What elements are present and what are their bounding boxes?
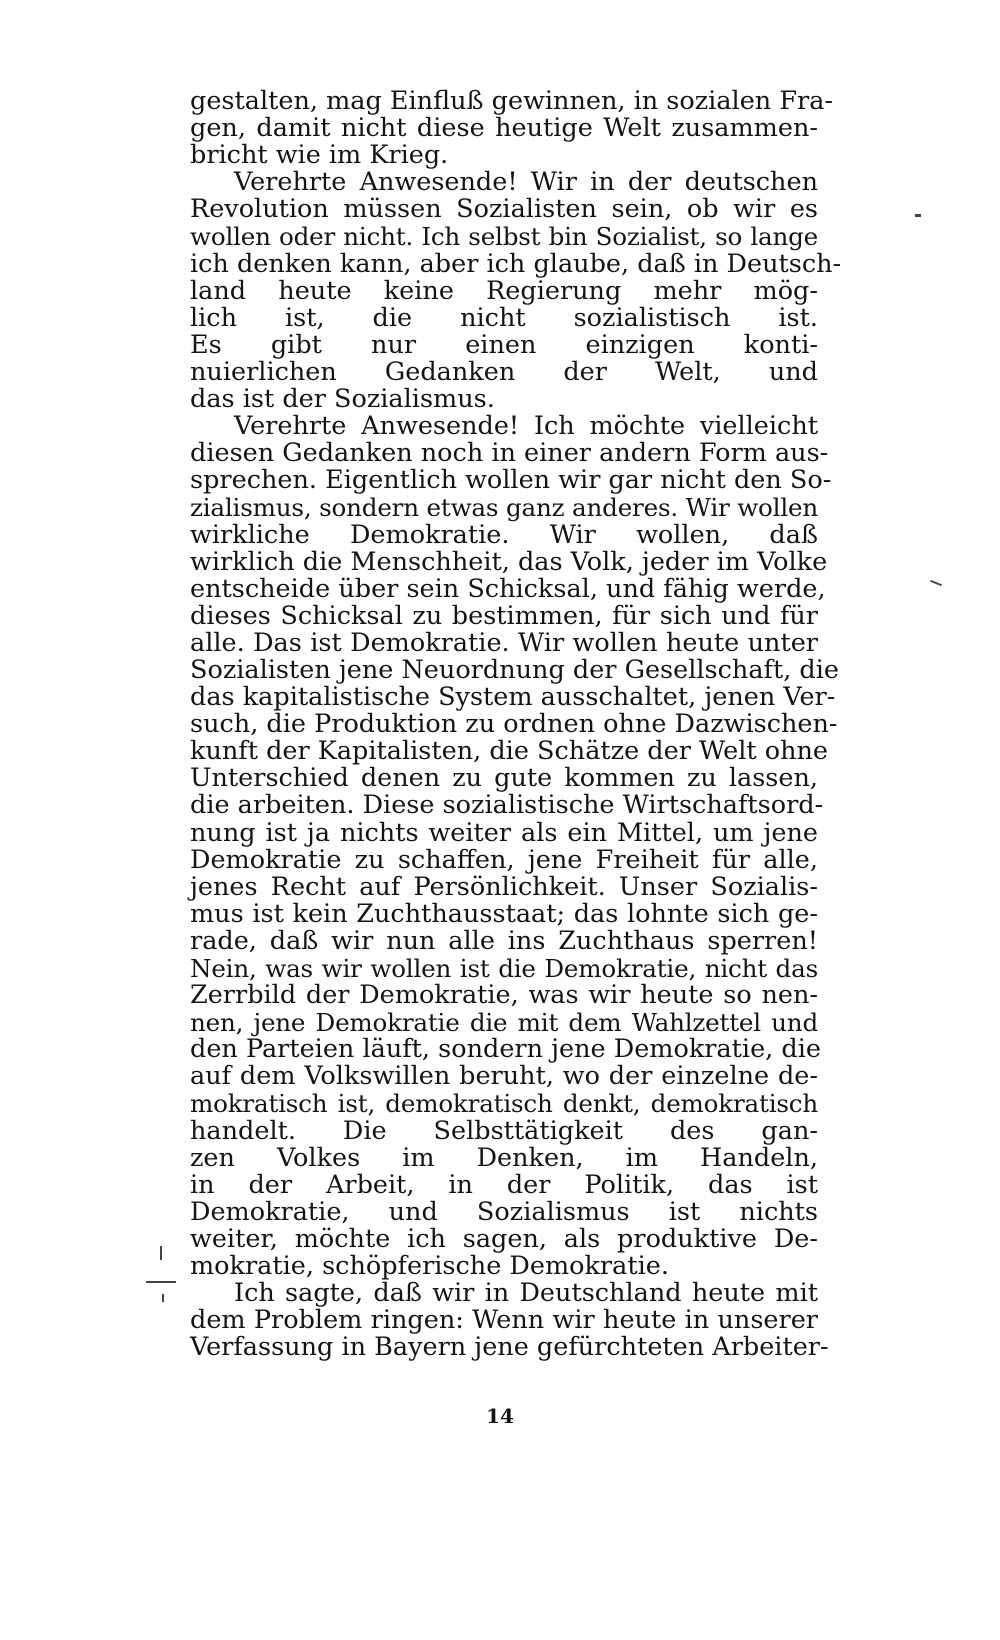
text-line: diesen Gedanken noch in einer andern Form aus- [190, 438, 829, 469]
text-line: dem Problem ringen: Wenn wir heute in unserer [190, 1305, 818, 1336]
text-line: mokratie, schöpferische Demokratie. [190, 1251, 669, 1282]
text-line: das ist der Sozialismus. [190, 384, 495, 415]
text-line: mokratisch ist, demokratisch denkt, demokratisch [190, 1089, 818, 1119]
text-line: kunft der Kapitalisten, die Schätze der Welt ohne [190, 736, 829, 767]
text-line: rade, daß wir nun alle ins Zuchthaus sperren! [190, 925, 818, 956]
text-line: dieses Schicksal zu bestimmen, für sich und für [190, 600, 818, 631]
text-line: Unterschied denen zu gute kommen zu lassen, [190, 763, 818, 794]
text-line: entscheide über sein Schicksal, und fähig werde, [190, 573, 826, 604]
text-line: Revolution müssen Sozialisten sein, ob wir es [190, 194, 818, 225]
text-line: den Parteien läuft, sondern jene Demokratie, die [190, 1034, 821, 1065]
text-line: Zerrbild der Demokratie, was wir heute so nen- [190, 980, 818, 1011]
text-line: die arbeiten. Diese sozialistische Wirtschaftsord- [190, 790, 824, 821]
text-line: sprechen. Eigentlich wollen wir gar nicht den So- [190, 465, 832, 496]
text-line: weiter, möchte ich sagen, als produktive De- [190, 1223, 818, 1254]
margin-mark [160, 1246, 162, 1260]
text-line: lich ist, die nicht sozialistisch ist. [190, 302, 818, 333]
text-line: Nein, was wir wollen ist die Demokratie, nicht das [190, 954, 818, 983]
text-line: Sozialisten jene Neuordnung der Gesellschaft, die [190, 654, 840, 685]
text-line: wirkliche Demokratie. Wir wollen, daß [190, 519, 818, 550]
text-line: Verfassung in Bayern jene gefürchteten Arbeiter- [190, 1332, 829, 1363]
text-line: auf dem Volkswillen beruht, wo der einzelne de- [190, 1061, 818, 1092]
text-line: wirklich die Menschheit, das Volk, jeder im Volke [190, 546, 828, 577]
text-line: zialismus, sondern etwas ganz anderes. Wir wollen [190, 493, 818, 523]
text-line: gestalten, mag Einfluß gewinnen, in sozialen Fra- [190, 86, 834, 116]
text-line: ich denken kann, aber ich glaube, daß in Deutsch- [190, 248, 842, 279]
margin-mark [915, 214, 921, 217]
text-line: nen, jene Demokratie die mit dem Wahlzettel und [190, 1008, 818, 1038]
text-line: nuierlichen Gedanken der Welt, und [190, 356, 818, 387]
text-line: bricht wie im Krieg. [190, 140, 449, 171]
text-line: such, die Produktion zu ordnen ohne Dazwischen- [190, 709, 838, 740]
text-line: Demokratie zu schaffen, jene Freiheit für alle, [190, 844, 818, 875]
text-line: Ich sagte, daß wir in Deutschland heute mit [234, 1278, 818, 1309]
text-line: Es gibt nur einen einzigen konti- [190, 329, 818, 360]
text-line: nung ist ja nichts weiter als ein Mittel, um jene [190, 817, 818, 848]
margin-mark [146, 1281, 176, 1283]
text-line: gen, damit nicht diese heutige Welt zusammen- [190, 113, 818, 144]
margin-mark [162, 1294, 164, 1302]
text-line: das kapitalistische System ausschaltet, jenen Ver- [190, 682, 836, 713]
text-line: Verehrte Anwesende! Ich möchte vielleicht [234, 411, 818, 442]
text-line: mus ist kein Zuchthausstaat; das lohnte sich ge- [190, 898, 818, 929]
text-line: in der Arbeit, in der Politik, das ist [190, 1169, 818, 1200]
text-line: zen Volkes im Denken, im Handeln, [190, 1142, 818, 1173]
page-number: 14 [486, 1404, 514, 1428]
text-line: wollen oder nicht. Ich selbst bin Sozialist, so lange [190, 222, 818, 252]
text-line: Verehrte Anwesende! Wir in der deutschen [234, 167, 818, 198]
text-line: alle. Das ist Demokratie. Wir wollen heute unter [190, 627, 818, 658]
text-line: land heute keine Regierung mehr mög- [190, 275, 818, 306]
text-line: jenes Recht auf Persönlichkeit. Unser Sozialis- [190, 871, 818, 902]
margin-mark [930, 580, 942, 586]
body-text [190, 86, 842, 1363]
text-line: handelt. Die Selbsttätigkeit des gan- [190, 1115, 818, 1146]
text-line: Demokratie, und Sozialismus ist nichts [190, 1196, 818, 1227]
